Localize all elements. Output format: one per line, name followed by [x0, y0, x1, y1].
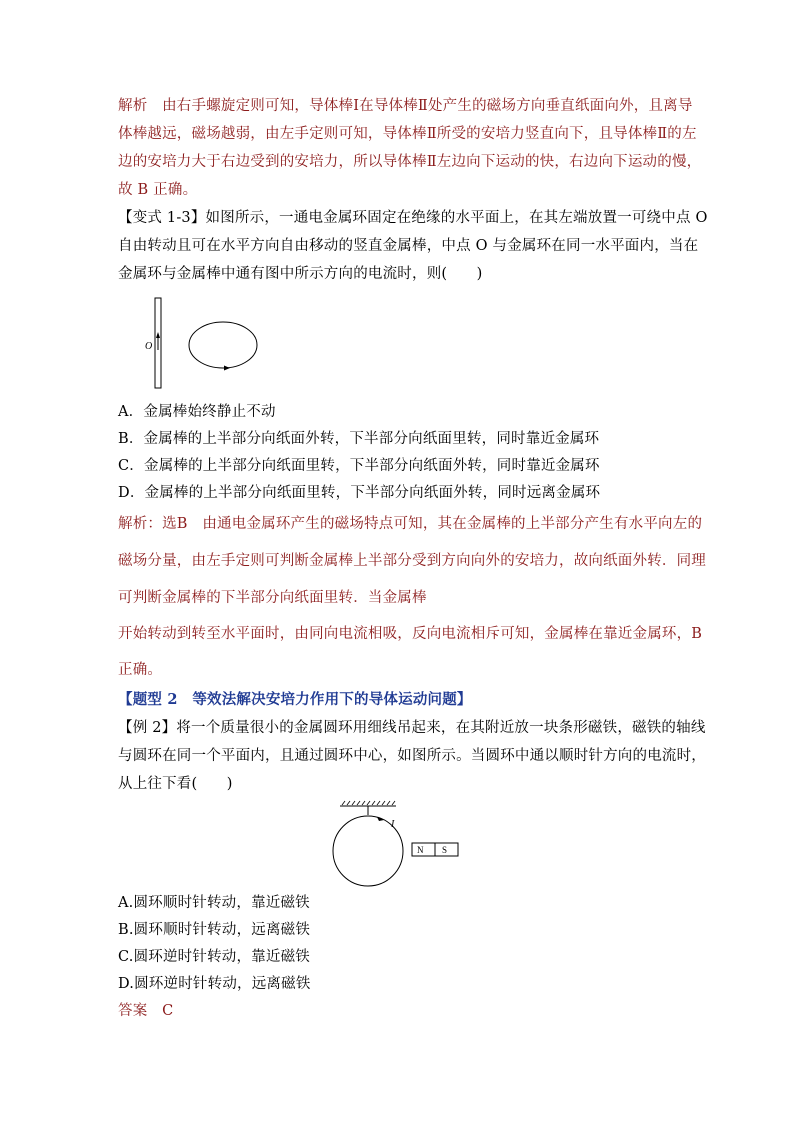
ring-magnet-figure: [334, 800, 464, 890]
analysis2-line-2: 磁场分量，由左手定则可判断金属棒上半部分受到方向向外的安培力，故向纸面外转．同理: [118, 553, 706, 569]
figure-label-o: O: [145, 341, 153, 352]
ring-current-arrow: [224, 366, 230, 371]
example2-line-2: 与圆环在同一个平面内，且通过圆环中心，如图所示。当圆环中通以顺时针方向的电流时，: [118, 748, 706, 764]
variant-question-line-2: 自由转动且可在水平方向自由移动的竖直金属棒，中点 O 与金属环在同一水平面内，当在: [118, 238, 699, 254]
metal-ring: [189, 322, 257, 368]
variant-question-line-3: 金属环与金属棒中通有图中所示方向的电流时，则( ): [118, 266, 483, 282]
rod-ring-figure: [140, 298, 270, 393]
example2-line-3: 从上往下看( ): [118, 776, 233, 792]
analysis2-line-3: 可判断金属棒的下半部分向纸面里转．当金属棒: [118, 590, 427, 606]
example2-line-1: 【例 2】将一个质量很小的金属圆环用细线吊起来，在其附近放一块条形磁铁，磁铁的轴线: [118, 720, 706, 736]
analysis1-line-2: 体棒越远，磁场越弱，由左手定则可知，导体棒Ⅱ所受的安培力竖直向下，且导体棒Ⅱ的左: [118, 126, 697, 142]
example2-option-c: C.圆环逆时针转动，靠近磁铁: [118, 949, 310, 965]
topic2-heading: 【题型 2 等效法解决安培力作用下的导体运动问题】: [118, 691, 472, 708]
example2-option-a: A.圆环顺时针转动，靠近磁铁: [118, 895, 310, 911]
example2-answer: 答案 C: [118, 1003, 174, 1019]
analysis2-line-5: 正确。: [118, 662, 163, 678]
analysis1-line-1: 解析 由右手螺旋定则可知，导体棒Ⅰ在导体棒Ⅱ处产生的磁场方向垂直纸面向外，且离导: [118, 98, 693, 114]
example2-option-b: B.圆环顺时针转动，远离磁铁: [118, 922, 311, 938]
variant-option-a: A．金属棒始终静止不动: [118, 404, 276, 420]
variant-option-b: B．金属棒的上半部分向纸面外转，下半部分向纸面里转，同时靠近金属环: [118, 431, 600, 447]
ceiling-hatching: [342, 801, 395, 805]
variant-option-d: D．金属棒的上半部分向纸面里转，下半部分向纸面外转，同时远离金属环: [118, 485, 601, 501]
variant-question-line-1: 【变式 1-3】如图所示，一通电金属环固定在绝缘的水平面上，在其左端放置一可绕中点 O: [118, 210, 708, 226]
magnet-north-label: N: [417, 845, 424, 855]
analysis1-line-4: 故 B 正确。: [118, 182, 198, 198]
current-label-i: I: [391, 819, 395, 830]
example2-option-d: D.圆环逆时针转动，远离磁铁: [118, 976, 311, 992]
analysis2-line-4: 开始转动到转至水平面时，由同向电流相吸，反向电流相斥可知，金属棒在靠近金属环，B: [118, 626, 703, 642]
analysis2-line-1: 解析：选B 由通电金属环产生的磁场特点可知，其在金属棒的上半部分产生有水平向左的: [118, 516, 703, 532]
analysis1-line-3: 边的安培力大于右边受到的安培力，所以导体棒Ⅱ左边向下运动的快，右边向下运动的慢，: [118, 154, 702, 170]
variant-option-c: C．金属棒的上半部分向纸面里转，下半部分向纸面外转，同时靠近金属环: [118, 458, 600, 474]
magnet-south-label: S: [442, 845, 448, 855]
